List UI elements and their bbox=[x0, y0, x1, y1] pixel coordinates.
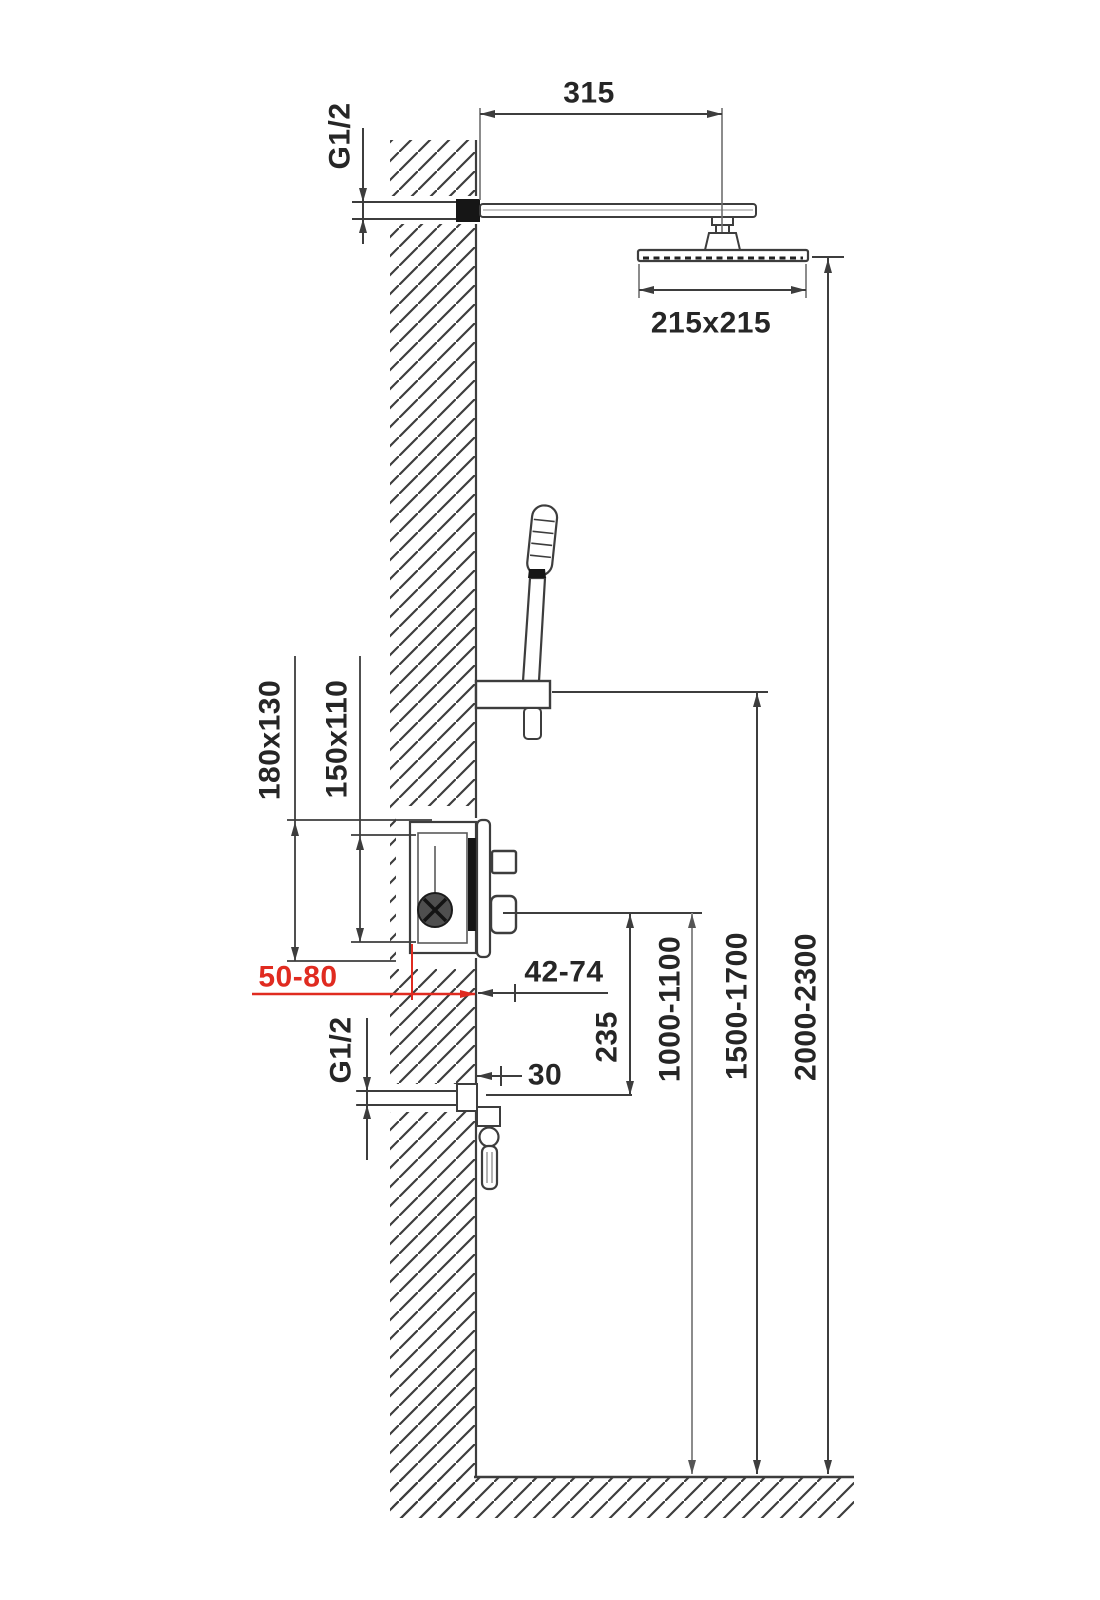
handshower-assembly bbox=[476, 504, 558, 739]
faceplate bbox=[477, 820, 490, 957]
dim-overhead-size bbox=[639, 264, 806, 340]
head-connector-cone bbox=[705, 233, 740, 250]
dim-trim-unit-label: 150x110 bbox=[320, 679, 354, 799]
diverter-knob bbox=[492, 851, 516, 873]
outlet-wall-fitting bbox=[457, 1084, 477, 1111]
floor-section bbox=[392, 1477, 854, 1518]
outlet-elbow bbox=[477, 1107, 500, 1126]
dim-overhead-size-label: 215x215 bbox=[650, 306, 772, 340]
dim-top-thread-label: G1/2 bbox=[323, 102, 357, 170]
handshower-hose-stub bbox=[524, 708, 541, 739]
dim-handle-projection bbox=[478, 956, 608, 1003]
dim-embed-depth-label: 50-80 bbox=[258, 960, 338, 994]
handshower-neck bbox=[523, 578, 545, 681]
hose-end bbox=[482, 1146, 497, 1189]
handshower-bracket bbox=[476, 681, 550, 708]
dim-bottom-thread-label: G1/2 bbox=[324, 1016, 358, 1084]
wall-flange bbox=[456, 199, 480, 222]
dim-outlet-drop-label: 235 bbox=[590, 1011, 624, 1063]
dim-overhead-height bbox=[790, 257, 845, 1474]
dim-top-thread bbox=[324, 102, 376, 244]
dim-outlet-projection-label: 30 bbox=[527, 1058, 563, 1092]
dim-mixer-height bbox=[503, 913, 702, 1474]
dim-outlet-projection bbox=[477, 1059, 562, 1092]
dim-arm-projection-label: 315 bbox=[563, 76, 615, 110]
dim-mixer-height-label: 1000-1100 bbox=[653, 935, 687, 1083]
hose-nut bbox=[480, 1128, 499, 1147]
handshower-grip bbox=[526, 504, 558, 576]
dim-rough-in-box-label: 180x130 bbox=[253, 679, 287, 801]
mixer-lever bbox=[491, 896, 516, 933]
mixer-valve-assembly bbox=[410, 820, 516, 957]
dim-overhead-height-label: 2000-2300 bbox=[789, 933, 823, 1081]
dim-handshower-height-label: 1500-1700 bbox=[720, 932, 754, 1080]
dim-bottom-thread bbox=[325, 1016, 380, 1160]
dim-handle-projection-label: 42-74 bbox=[524, 955, 604, 989]
